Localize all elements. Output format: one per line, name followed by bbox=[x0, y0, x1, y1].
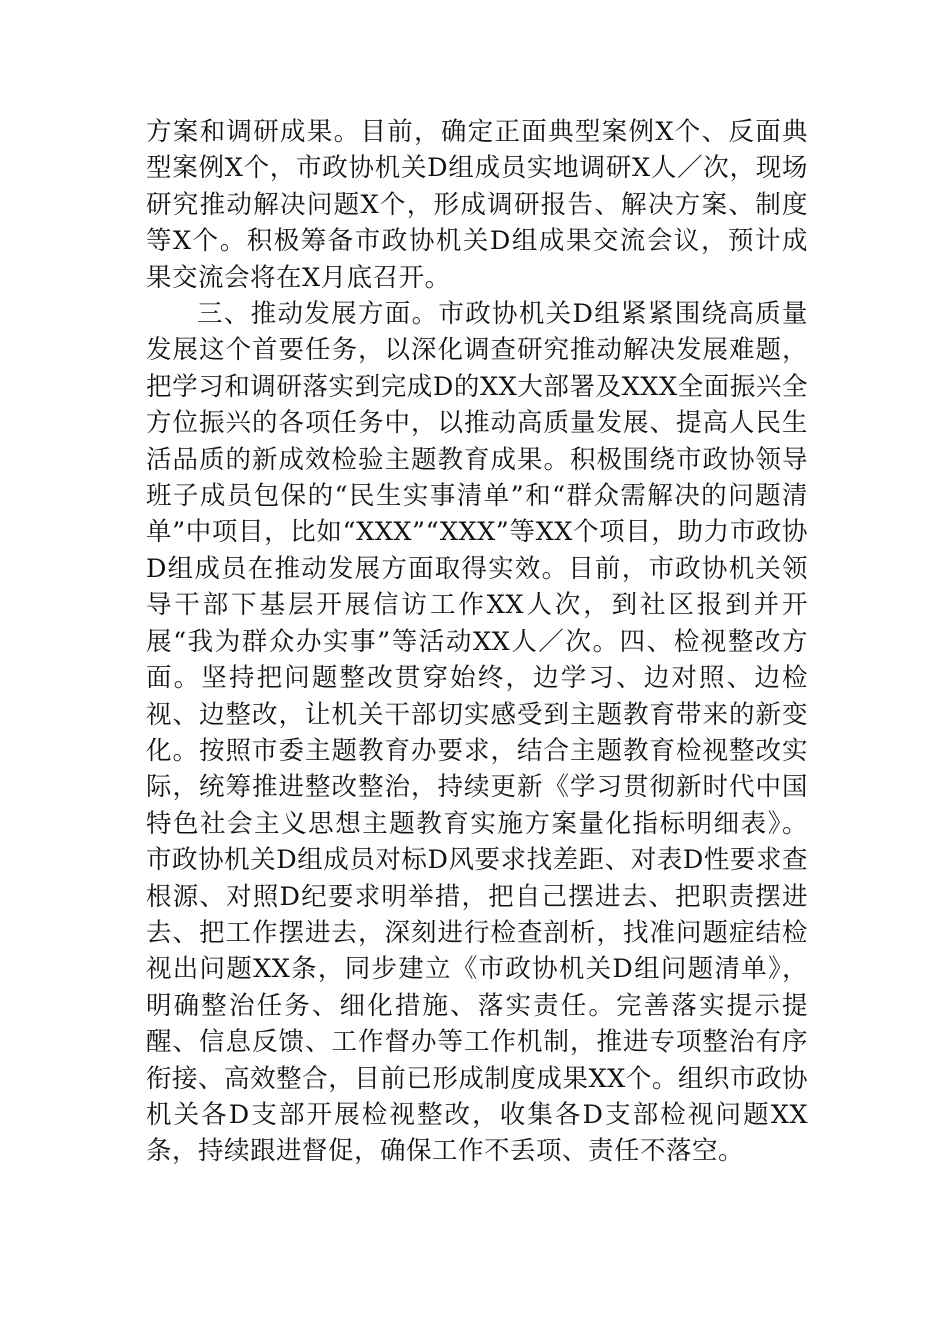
paragraph-1: 方案和调研成果。目前，确定正面典型案例X个、反面典型案例X个，市政协机关D组成员实地调研X人／次，现场研究推动解决问题X个，形成调研报告、解决方案、制度等X个。积极筹备市政协机关D组成果交流会议，预计成果交流会将在X月底召开。 bbox=[146, 117, 808, 293]
paragraph-2: 三、推动发展方面。市政协机关D组紧紧围绕高质量发展这个首要任务，以深化调查研究推动解决发展难题，把学习和调研落实到完成D的XX大部署及XXX全面振兴全方位振兴的各项任务中，以推动高质量发展、提高人民生活品质的新成效检验主题教育成果。积极围绕市政协领导班子成员包保的“民生实事清单”和“群众需解决的问题清单”中项目，比如“XXX”“XXX”等XX个项目，助力市政协D组成员在推动发展方面取得实效。目前，市政协机关领导干部下基层开展信访工作XX人次，到社区报到并开展“我为群众办实事”等活动XX人／次。四、检视整改方面。坚持把问题整改贯穿始终，边学习、边对照、边检视、边整改，让机关干部切实感受到主题教育带来的新变化。按照市委主题教育办要求，结合主题教育检视整改实际，统筹推进整改整治，持续更新《学习贯彻新时代中国特色社会主义思想主题教育实施方案量化指标明细表》。市政协机关D组成员对标D风要求找差距、对表D性要求查根源、对照D纪要求明举措，把自己摆进去、把职责摆进去、把工作摆进去，深刻进行检查剖析，找准问题症结检视出问题XX条，同步建立《市政协机关D组问题清单》，明确整治任务、细化措施、落实责任。完善落实提示提醒、信息反馈、工作督办等工作机制，推进专项整治有序衔接、高效整合，目前已形成制度成果XX个。组织市政协机关各D支部开展检视整改，收集各D支部检视问题XX条，持续跟进督促，确保工作不丢项、责任不落空。 bbox=[146, 299, 808, 1167]
document-body bbox=[146, 114, 808, 1170]
